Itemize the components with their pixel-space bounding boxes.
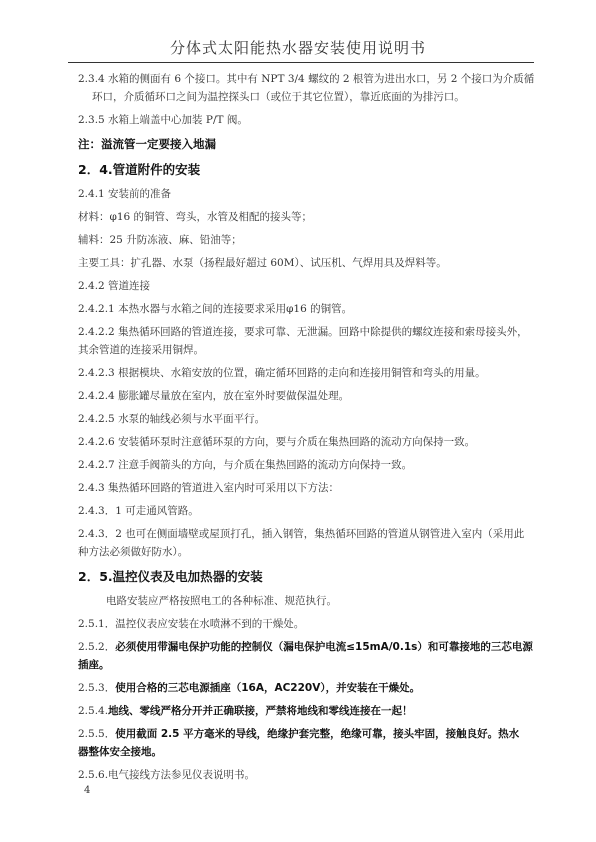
document-body bbox=[78, 72, 540, 791]
paragraph-2-5-2-text: 必须使用带漏电保护功能的控制仪（漏电保护电流≤15mA/0.1s）和可靠接地的三芯电源 bbox=[115, 641, 533, 653]
paragraph-2-5-2-line2 bbox=[78, 658, 540, 673]
section-2-3-4 bbox=[78, 72, 540, 105]
paragraph-2-5-5-continuation: 器整体安全接地。 bbox=[78, 746, 162, 758]
paragraph-2-5-5-text: 使用截面 2.5 平方毫米的导线，绝缘护套完整，绝缘可靠，接头牢固，接触良好。热水 bbox=[115, 728, 520, 740]
paragraph-2-4-2-5: 2.4.2.5 水泵的轴线必须与水平面平行。 bbox=[78, 413, 266, 425]
paragraph-2-5-4 bbox=[78, 704, 540, 719]
paragraph-auxiliary-materials: 辅料：25 升防冻液、麻、铅油等； bbox=[78, 234, 242, 246]
paragraph-2-3-5: 2.3.5 水箱上端盖中心加装 P/T 阀。 bbox=[78, 114, 248, 126]
paragraph-2-5-intro: 电路安装应严格按照电工的各种标准、规范执行。 bbox=[106, 595, 337, 607]
paragraph-2-5-4-number: 2.5.4. bbox=[78, 705, 109, 717]
paragraph-2-5-5-line2 bbox=[78, 745, 540, 760]
paragraph-2-4-2-3: 2.4.2.3 根据模块、水箱安放的位置，确定循环回路的走向和连接用铜管和弯头的用量。 bbox=[78, 367, 486, 379]
note-overflow-pipe: 注：溢流管一定要接入地漏 bbox=[78, 137, 216, 151]
page-header-title: 分体式太阳能热水器安装使用说明书 bbox=[169, 39, 426, 57]
paragraph-2-5-5-line1 bbox=[78, 727, 540, 742]
header-divider bbox=[68, 62, 534, 63]
subheading-2-4-1: 2.4.1 安装前的准备 bbox=[78, 188, 172, 200]
paragraph-2-5-2-number: 2.5.2． bbox=[78, 641, 116, 653]
heading-2-4: 2．4.管道附件的安装 bbox=[78, 162, 201, 177]
subheading-2-4-3: 2.4.3 集热循环回路的管道进入室内时可采用以下方法： bbox=[78, 482, 340, 494]
paragraph-2-3-4-line2: 环口，介质循环口之间为温控探头口（或位于其它位置），靠近底面的为排污口。 bbox=[92, 91, 465, 103]
paragraph-2-5-3 bbox=[78, 681, 540, 696]
paragraph-2-4-2-6: 2.4.2.6 安装循环泵时注意循环泵的方向，要与介质在集热回路的流动方向保持一致。 bbox=[78, 436, 476, 448]
paragraph-2-4-2-7: 2.4.2.7 注意手阀箭头的方向，与介质在集热回路的流动方向保持一致。 bbox=[78, 459, 413, 471]
paragraph-2-4-2-2-line1: 2.4.2.2 集热循环回路的管道连接，要求可靠、无泄漏。回路中除提供的螺纹连接和索母接头外， bbox=[78, 326, 528, 338]
paragraph-2-5-2-line1 bbox=[78, 640, 540, 655]
paragraph-2-5-1: 2.5.1．温控仪表应安装在水喷淋不到的干燥处。 bbox=[78, 618, 305, 630]
heading-2-5: 2．5.温控仪表及电加热器的安装 bbox=[78, 569, 263, 584]
paragraph-2-3-4-line1: 2.3.4 水箱的侧面有 6 个接口。其中有 NPT 3/4 螺纹的 2 根管为进出水口，另 2 个接口为介质循 bbox=[78, 73, 535, 85]
paragraph-2-4-2-1: 2.4.2.1 本热水器与水箱之间的连接要求采用φ16 的铜管。 bbox=[78, 303, 353, 315]
paragraph-2-4-2-2-line2: 其余管道的连接采用铜焊。 bbox=[78, 344, 204, 356]
paragraph-2-5-3-text: 使用合格的三芯电源插座（16A，AC220V），并安装在干燥处。 bbox=[115, 682, 421, 694]
paragraph-2-4-2-4: 2.4.2.4 膨胀罐尽量放在室内，放在室外时要做保温处理。 bbox=[78, 390, 350, 402]
paragraph-main-tools: 主要工具：扩孔器、水泵（扬程最好超过 60M）、试压机、气焊用具及焊料等。 bbox=[78, 257, 447, 269]
paragraph-2-4-3-1: 2.4.3．1 可走通风管路。 bbox=[78, 505, 199, 517]
paragraph-2-5-6: 2.5.6.电气接线方法参见仪表说明书。 bbox=[78, 769, 256, 781]
paragraph-2-4-3-2-line2: 种方法必须做好防水）。 bbox=[78, 546, 189, 558]
paragraph-2-4-3-2-line1: 2.4.3．2 也可在侧面墙壁或屋顶打孔，插入钢管，集热循环回路的管道从钢管进入室内（采用此 bbox=[78, 528, 525, 540]
paragraph-2-5-2-continuation: 插座。 bbox=[78, 659, 110, 671]
paragraph-2-5-5-number: 2.5.5． bbox=[78, 728, 116, 740]
paragraph-2-5-4-text: 地线、零线严格分开并正确联接，严禁将地线和零线连接在一起！ bbox=[108, 705, 413, 717]
paragraph-2-5-3-number: 2.5.3． bbox=[78, 682, 116, 694]
page-number: 4 bbox=[84, 785, 91, 796]
paragraph-materials: 材料：φ16 的铜管、弯头，水管及相配的接头等； bbox=[78, 211, 313, 223]
subheading-2-4-2: 2.4.2 管道连接 bbox=[78, 280, 151, 292]
